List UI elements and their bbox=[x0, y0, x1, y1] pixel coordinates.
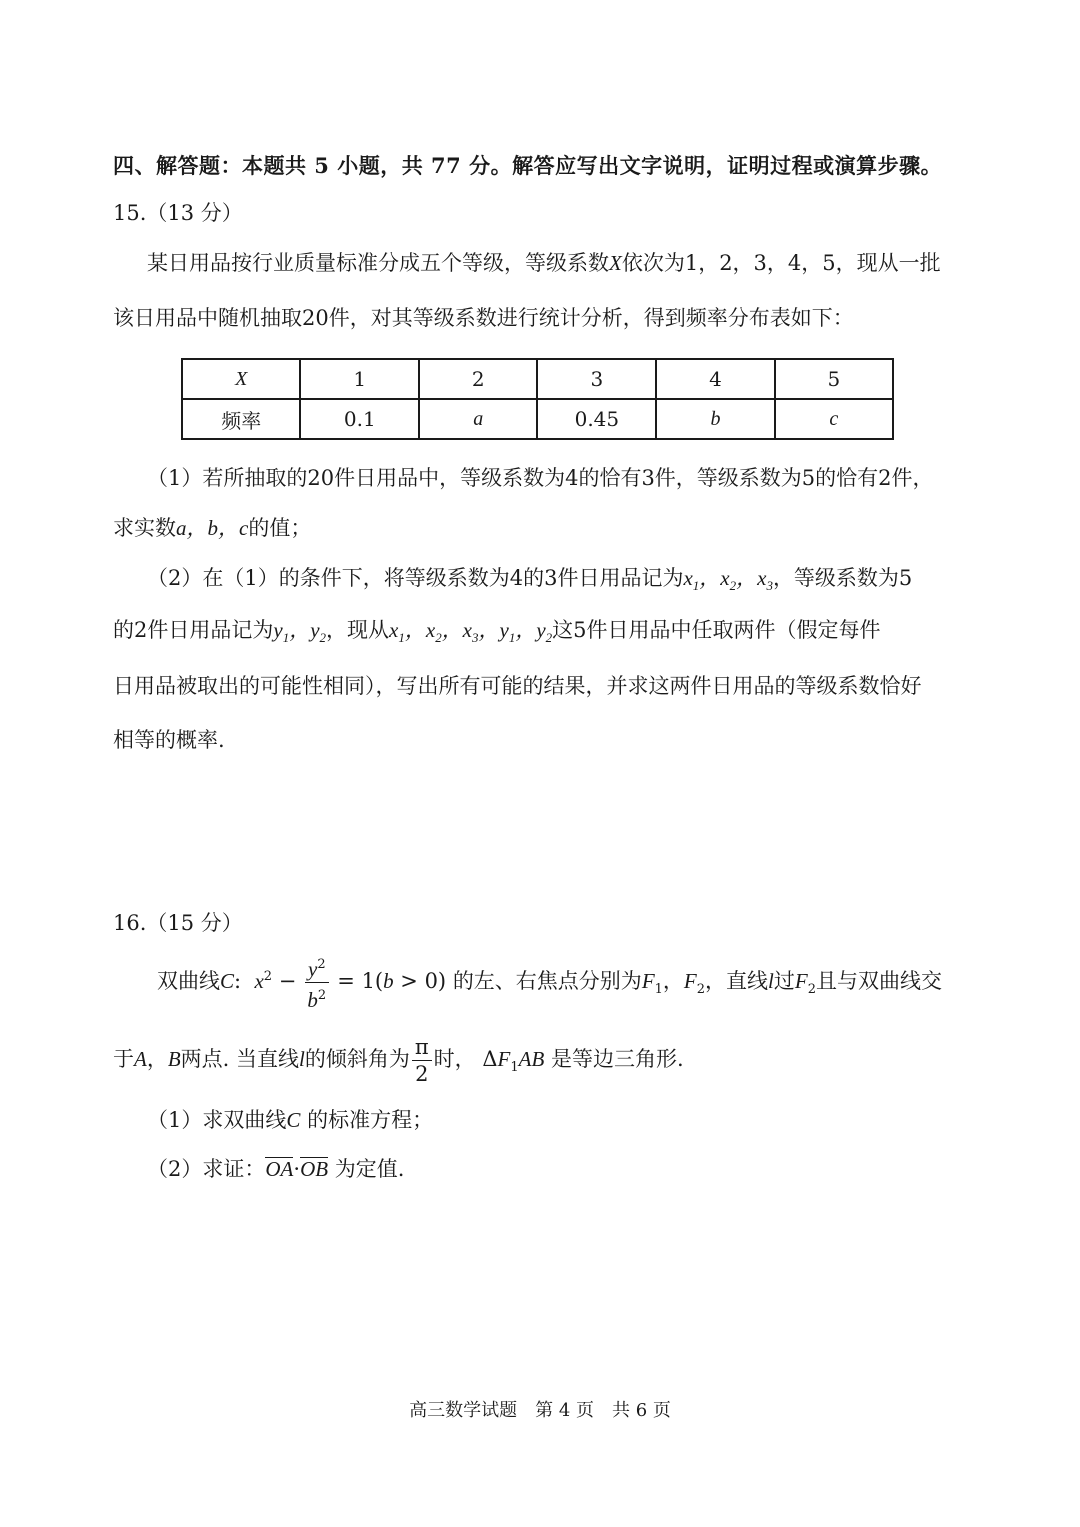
table-cell: 1 bbox=[300, 359, 419, 399]
q15-part1-line1: （1）若所抽取的20件日用品中，等级系数为4的恰有3件，等级系数为5的恰有2件， bbox=[147, 466, 934, 490]
table-cell: X bbox=[182, 359, 300, 399]
fraction-y2-over-b2: $\frac{y^2}{b^2}$ bbox=[305, 952, 329, 1013]
table-cell: 4 bbox=[656, 359, 774, 399]
q15-part2-line3: 日用品被取出的可能性相同），写出所有可能的结果，并求这两件日用品的等级系数恰好 bbox=[113, 674, 922, 698]
table-cell: b bbox=[656, 399, 774, 439]
section-heading: 四、解答题：本题共 5 小题，共 77 分。解答应写出文字说明，证明过程或演算步骤。 bbox=[113, 153, 943, 178]
frequency-table bbox=[181, 358, 894, 440]
q16-part1: （1）求双曲线C 的标准方程； bbox=[147, 1108, 434, 1132]
q16-part2: （2）求证：OA·OB 为定值. bbox=[147, 1157, 405, 1181]
table-row bbox=[182, 399, 893, 439]
q15-intro-line2: 该日用品中随机抽取20件，对其等级系数进行统计分析，得到频率分布表如下： bbox=[113, 306, 854, 330]
q15-part2-line4: 相等的概率. bbox=[113, 728, 225, 752]
q16-line2: 于A，B两点. 当直线l的倾斜角为 $\frac{\pi}{2}$ 时， $\Delta F_1AB$ 是等边三角形. bbox=[113, 1035, 684, 1086]
table-cell: 0.1 bbox=[300, 399, 419, 439]
q15-part2-line1: （2）在（1）的条件下，将等级系数为4的3件日用品记为$x_1$，$x_2$，$x_3$，等级系数为5 bbox=[147, 566, 913, 594]
table-cell: c bbox=[775, 399, 893, 439]
page-footer: 高三数学试题 第 4 页 共 6 页 bbox=[409, 1400, 671, 1421]
question-16-number: 16.（15 分） bbox=[113, 911, 243, 935]
table-cell: 0.45 bbox=[537, 399, 656, 439]
table-cell: 3 bbox=[537, 359, 656, 399]
fraction-pi-over-2: $\frac{\pi}{2}$ bbox=[412, 1034, 432, 1087]
q15-intro-line1: 某日用品按行业质量标准分成五个等级，等级系数X依次为1，2，3，4，5，现从一批 bbox=[147, 251, 941, 275]
table-cell: 5 bbox=[775, 359, 893, 399]
table-cell: 频率 bbox=[182, 399, 300, 439]
table-cell: a bbox=[419, 399, 537, 439]
q15-part1-line2: 求实数a，b，c的值； bbox=[113, 516, 312, 540]
q16-line1: 双曲线C: $x^2$ − $\frac{y^2}{b^2}$ = 1(b > 0) 的左、右焦点分别为$F_1$，$F_2$，直线l过$F_2$且与双曲线交 bbox=[157, 952, 942, 1013]
q15-part2-line2: 的2件日用品记为$y_1$，$y_2$，现从$x_1$，$x_2$，$x_3$，$y_1$，$y_2$这5件日用品中任取两件（假定每件 bbox=[113, 618, 881, 646]
table-row bbox=[182, 359, 893, 399]
question-15-number: 15.（13 分） bbox=[113, 201, 243, 225]
table-cell: 2 bbox=[419, 359, 537, 399]
